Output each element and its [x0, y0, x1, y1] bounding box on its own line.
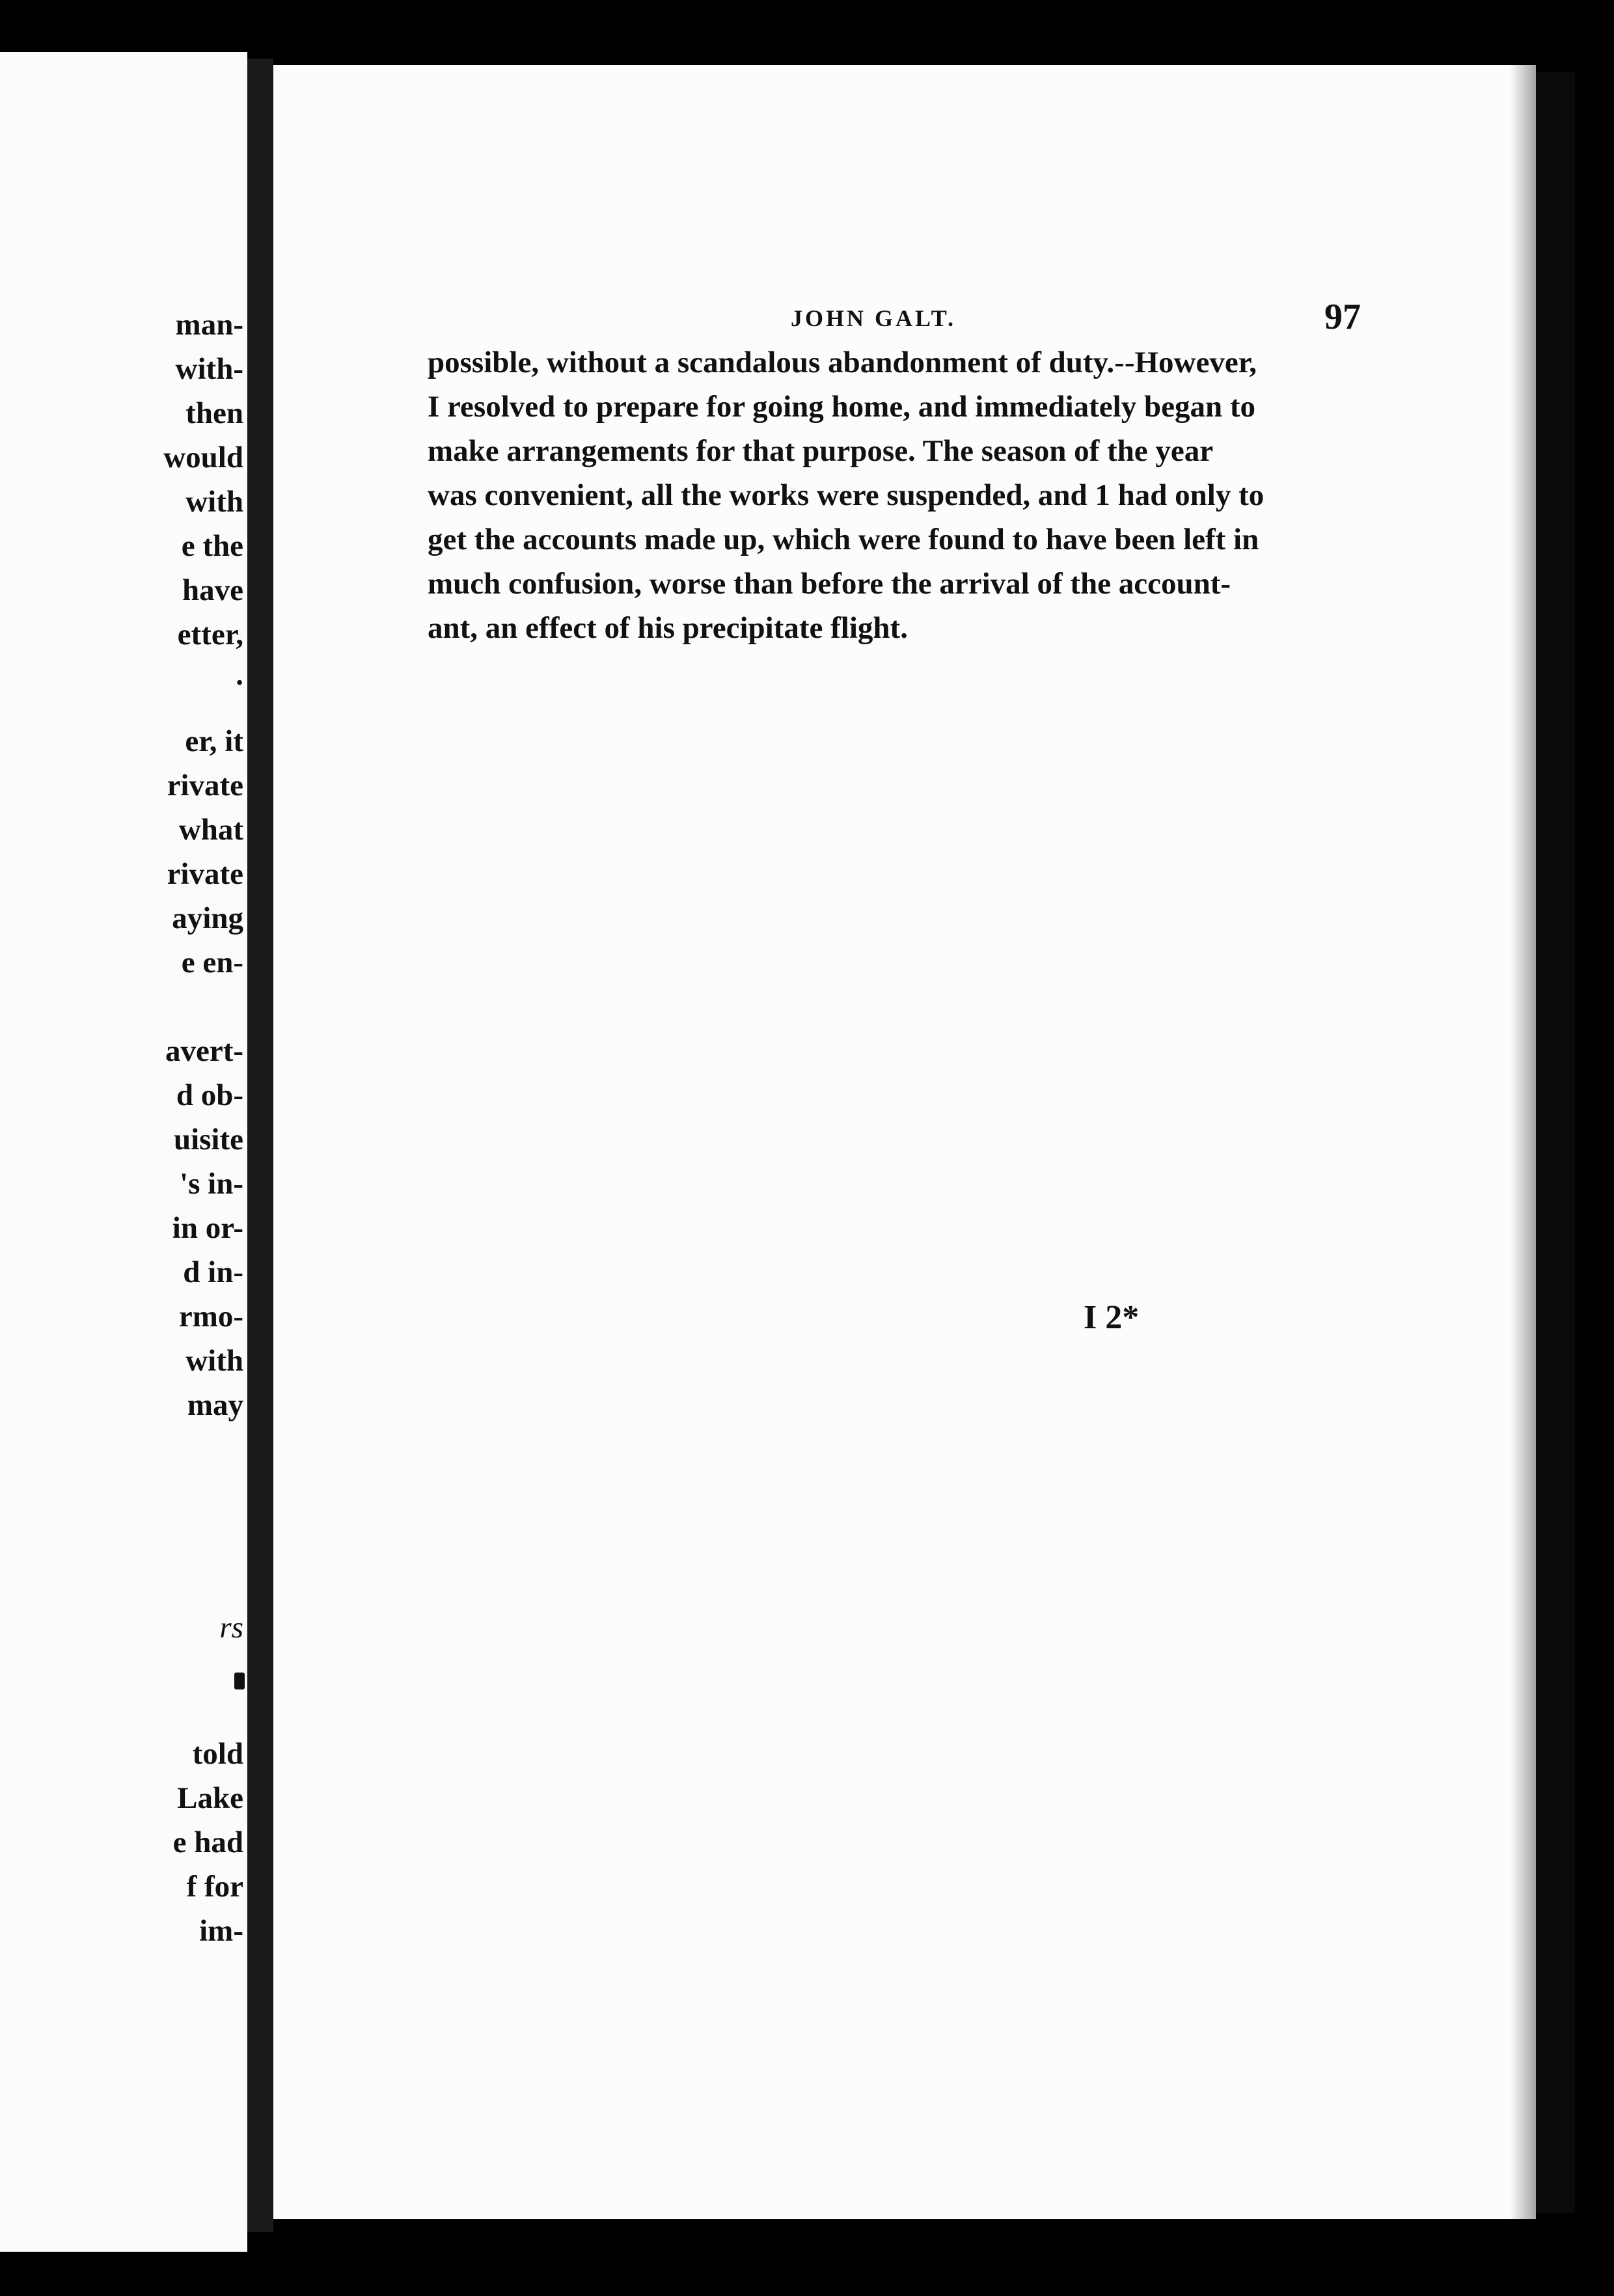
- body-line: ant, an effect of his precipitate flight.: [428, 611, 908, 645]
- page-edge-shadow: [1510, 65, 1536, 2219]
- left-line: told: [192, 1737, 243, 1771]
- left-line: avert-: [165, 1034, 243, 1068]
- left-line: f for: [186, 1870, 243, 1904]
- body-line: I resolved to prepare for going home, and immediately began to: [428, 390, 1256, 424]
- body-line: get the accounts made up, which were found to have been left in: [428, 523, 1259, 556]
- left-line: er, it: [185, 724, 243, 758]
- left-line: man-: [175, 308, 243, 342]
- left-line: would: [163, 441, 243, 474]
- left-line: rs: [219, 1611, 243, 1645]
- left-line: rivate: [167, 857, 243, 891]
- left-line: uisite: [173, 1123, 243, 1156]
- left-line: .: [236, 658, 243, 692]
- left-line: etter,: [177, 618, 243, 651]
- left-line: Lake: [177, 1781, 243, 1815]
- left-line: with: [185, 485, 243, 519]
- left-line: aying: [172, 901, 243, 935]
- signature-mark: I 2*: [1084, 1299, 1140, 1336]
- left-line: e had: [172, 1825, 243, 1859]
- left-line: with: [185, 1344, 243, 1378]
- left-line: with-: [175, 352, 243, 386]
- page-number: 97: [1324, 297, 1361, 337]
- running-head: JOHN GALT.: [791, 305, 957, 331]
- left-line: e the: [181, 529, 243, 563]
- left-line: e en-: [181, 946, 243, 979]
- body-line: was convenient, all the works were suspended, and 1 had only to: [428, 478, 1265, 512]
- left-line: what: [178, 813, 243, 847]
- left-line: then: [185, 396, 243, 430]
- left-facing-page: [0, 52, 247, 2252]
- left-line: d ob-: [176, 1078, 243, 1112]
- body-line: much confusion, worse than before the arrival of the account-: [428, 567, 1231, 601]
- left-line: rivate: [167, 769, 243, 802]
- book-gutter: [247, 59, 273, 2232]
- left-line: may: [187, 1388, 243, 1422]
- left-line: in or-: [172, 1211, 243, 1245]
- right-page-edge: [1536, 72, 1575, 2213]
- left-line: rmo-: [178, 1300, 243, 1333]
- body-line: possible, without a scandalous abandonment of duty.--However,: [428, 346, 1257, 379]
- body-line: make arrangements for that purpose. The season of the year: [428, 434, 1214, 468]
- right-page: [273, 65, 1536, 2219]
- gutter-ink-mark: [234, 1673, 245, 1689]
- left-line: im-: [199, 1914, 243, 1948]
- left-line: d in-: [183, 1255, 243, 1289]
- left-line: 's in-: [180, 1167, 243, 1201]
- left-line: have: [182, 573, 243, 607]
